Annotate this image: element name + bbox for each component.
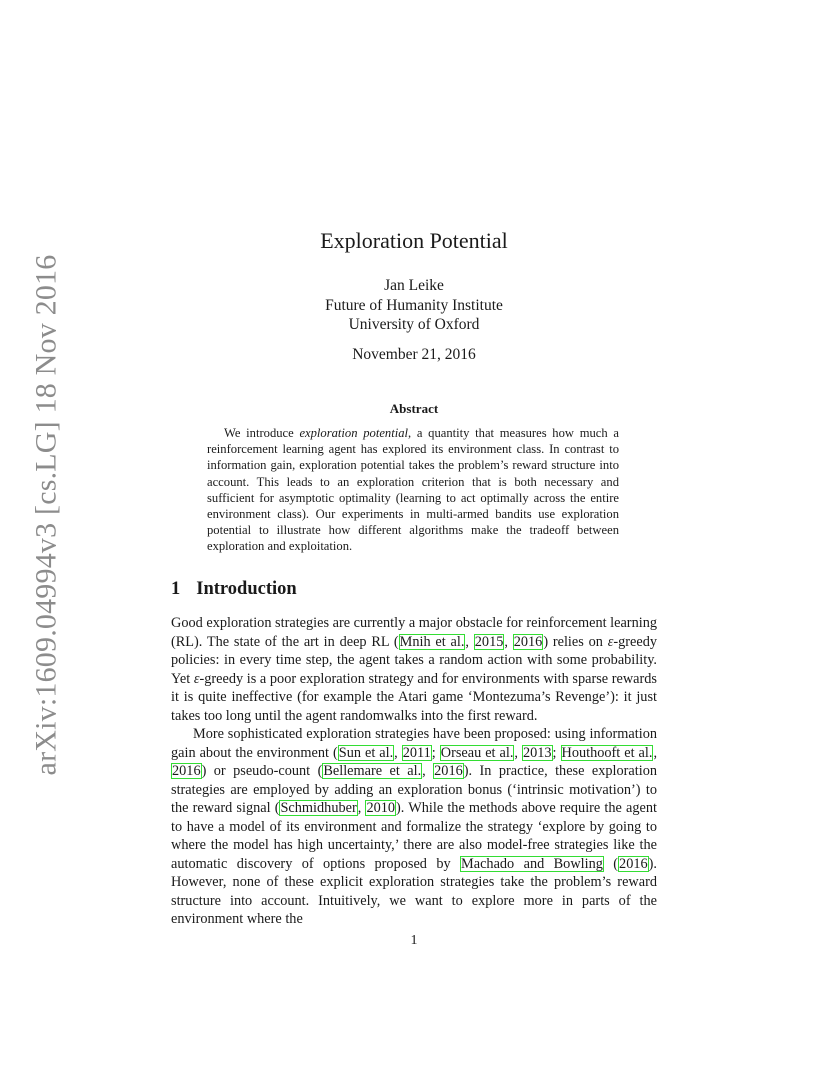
paper-title: Exploration Potential bbox=[320, 228, 508, 253]
citation-link[interactable]: Orseau et al. bbox=[440, 744, 514, 761]
abstract-rest: , a quantity that measures how much a reinforcement learning agent has explored its environment class. In contrast to information gain, exploration potential takes the problem’s reward structure into account. This leads to an exploration criterion that is both necessary and sufficient for asymptotic optimality (learning to act optimally across the entire environment class). Our experiments in multi-armed bandits use exploration potential to illustrate how different algorithms make the tradeoff between exploration and exploitation. bbox=[207, 426, 619, 554]
text-run: More sophisticated exploration strategies have been proposed: using information gain about the environment ( bbox=[171, 726, 657, 761]
text-run: ( bbox=[603, 855, 619, 872]
text-run: ). However, none of these explicit exploration strategies take the problem’s reward structure into account. Intuitively, we want to explore more in parts of the environment where the bbox=[171, 855, 657, 927]
text-run: , bbox=[357, 800, 366, 816]
page-number: 1 bbox=[410, 933, 418, 948]
text-run: ). In practice, these exploration strategies are employed by adding an exploration bonus (‘intrinsic motivation’) to the reward signal ( bbox=[171, 763, 657, 816]
section-body bbox=[171, 614, 657, 929]
text-run: -greedy policies: in every time step, the agent takes a random action with some probability. Yet bbox=[171, 633, 657, 687]
citation-link[interactable]: Mnih et al. bbox=[399, 633, 465, 650]
citation-link[interactable]: Schmidhuber bbox=[280, 800, 357, 816]
citation-link[interactable]: 2011 bbox=[402, 744, 431, 761]
affiliation-university: University of Oxford bbox=[348, 316, 480, 333]
section-title: Introduction bbox=[196, 579, 297, 599]
citation-link[interactable]: Machado and Bowling bbox=[461, 855, 603, 872]
citation-link[interactable]: 2010 bbox=[366, 800, 396, 816]
text-run: ) or pseudo-count ( bbox=[201, 763, 323, 779]
arxiv-identifier: arXiv:1609.04994v3 [cs.LG] 18 Nov 2016 bbox=[29, 254, 62, 776]
abstract-body bbox=[207, 425, 619, 555]
citation-link[interactable]: 2016 bbox=[434, 763, 463, 779]
paragraph-1 bbox=[171, 614, 657, 725]
text-run: ; bbox=[431, 744, 440, 761]
paper-date: November 21, 2016 bbox=[352, 346, 476, 363]
citation-link[interactable]: 2013 bbox=[522, 744, 552, 761]
citation-link[interactable]: 2016 bbox=[619, 855, 648, 872]
author-name: Jan Leike bbox=[384, 277, 444, 294]
text-run: ) relies on bbox=[543, 633, 608, 650]
text-run: ). While the methods above require the agent to have a model of its environment and formalize the strategy ‘explore by going to where the model has high uncertainty,’ there are also model-free strategies like the automatic discovery of options proposed by bbox=[171, 800, 657, 872]
text-run: Good exploration strategies are currently a major obstacle for reinforcement learning (RL). The state of the art in deep RL ( bbox=[171, 615, 657, 650]
text-run: ; bbox=[552, 744, 561, 761]
text-run: , bbox=[465, 633, 474, 650]
section-heading bbox=[171, 579, 297, 600]
text-run: , bbox=[422, 763, 434, 779]
text-run: , bbox=[394, 744, 402, 761]
text-run: , bbox=[504, 633, 513, 650]
citation-link[interactable]: Sun et al. bbox=[338, 744, 394, 761]
epsilon-symbol: ε bbox=[193, 670, 200, 687]
section-number: 1 bbox=[171, 579, 181, 599]
abstract-term: exploration potential bbox=[299, 426, 408, 440]
text-run: , bbox=[514, 744, 522, 761]
citation-link[interactable]: 2015 bbox=[474, 633, 504, 650]
author-block bbox=[0, 276, 828, 335]
abstract-intro: We introduce bbox=[224, 426, 300, 440]
affiliation-institute: Future of Humanity Institute bbox=[325, 296, 503, 314]
abstract-heading: Abstract bbox=[389, 401, 439, 416]
citation-link[interactable]: 2016 bbox=[513, 633, 543, 650]
epsilon-symbol: ε bbox=[607, 633, 614, 650]
text-run: , bbox=[653, 744, 658, 761]
citation-link[interactable]: Bellemare et al. bbox=[323, 763, 422, 779]
citation-link[interactable]: 2016 bbox=[172, 763, 201, 779]
paragraph-2 bbox=[171, 725, 657, 929]
citation-link[interactable]: Houthooft et al. bbox=[561, 744, 653, 761]
text-run: -greedy is a poor exploration strategy and for environments with sparse rewards it is quite ineffective (for example the Atari game ‘Montezuma’s Revenge’): it just takes too long until the agent randomwalks into the first reward. bbox=[171, 670, 657, 724]
abstract-paragraph bbox=[207, 425, 619, 555]
